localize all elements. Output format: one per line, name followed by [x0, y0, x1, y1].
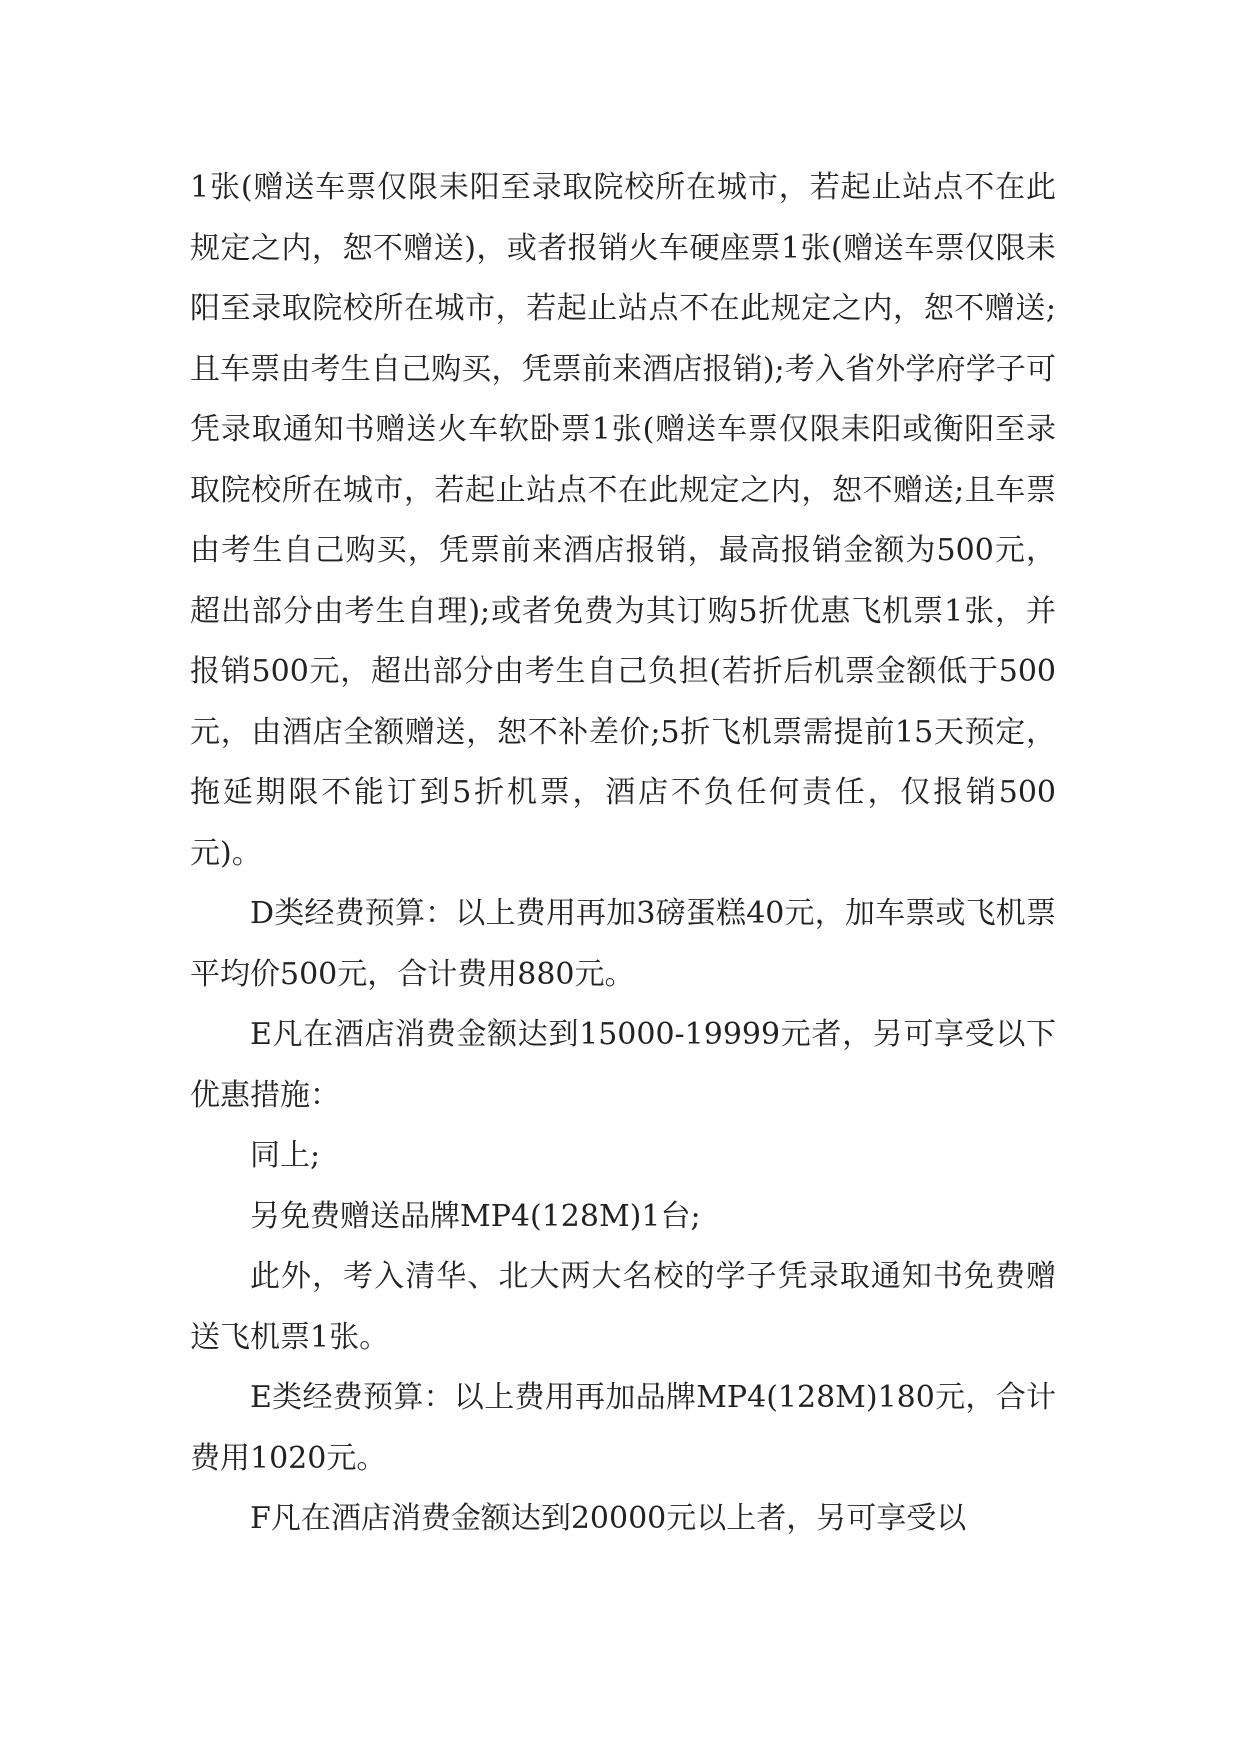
paragraph-tsinghua-pku-flight: 此外，考入清华、北大两大名校的学子凭录取通知书免费赠送飞机票1张。 [190, 1259, 1056, 1355]
paragraph-f-tier-intro: F凡在酒店消费金额达到20000元以上者，另可享受以 [250, 1501, 967, 1536]
document-body [190, 158, 1056, 1550]
paragraph-e-budget: E类经费预算：以上费用再加品牌MP4(128M)180元，合计费用1020元。 [190, 1380, 1056, 1476]
paragraph-ticket-reimbursement: 1张(赠送车票仅限耒阳至录取院校所在城市，若起止站点不在此规定之内，恕不赠送)，或者报销火车硬座票1张(赠送车票仅限耒阳至录取院校所在城市，若起止站点不在此规定之内，恕不赠送;且车票由考生自己购买，凭票前来酒店报销);考入省外学府学子可凭录取通知书赠送火车软卧票1张(赠送车票仅限耒阳或衡阳至录取院校所在城市，若起止站点不在此规定之内，恕不赠送;且车票由考生自己购买，凭票前来酒店报销，最高报销金额为500元，超出部分由考生自理);或者免费为其订购5折优惠飞机票1张，并报销500元，超出部分由考生自己负担(若折后机票金额低于500元，由酒店全额赠送，恕不补差价;5折飞机票需提前15天预定，拖延期限不能订到5折机票，酒店不负任何责任，仅报销500元)。 [190, 170, 1056, 871]
paragraph-d-budget: D类经费预算：以上费用再加3磅蛋糕40元，加车票或飞机票平均价500元，合计费用880元。 [190, 896, 1056, 992]
paragraph-same-as-above: 同上; [250, 1138, 321, 1173]
paragraph-mp4-gift: 另免费赠送品牌MP4(128M)1台; [250, 1198, 701, 1234]
paragraph-e-tier-intro: E凡在酒店消费金额达到15000-19999元者，另可享受以下优惠措施： [190, 1017, 1056, 1113]
